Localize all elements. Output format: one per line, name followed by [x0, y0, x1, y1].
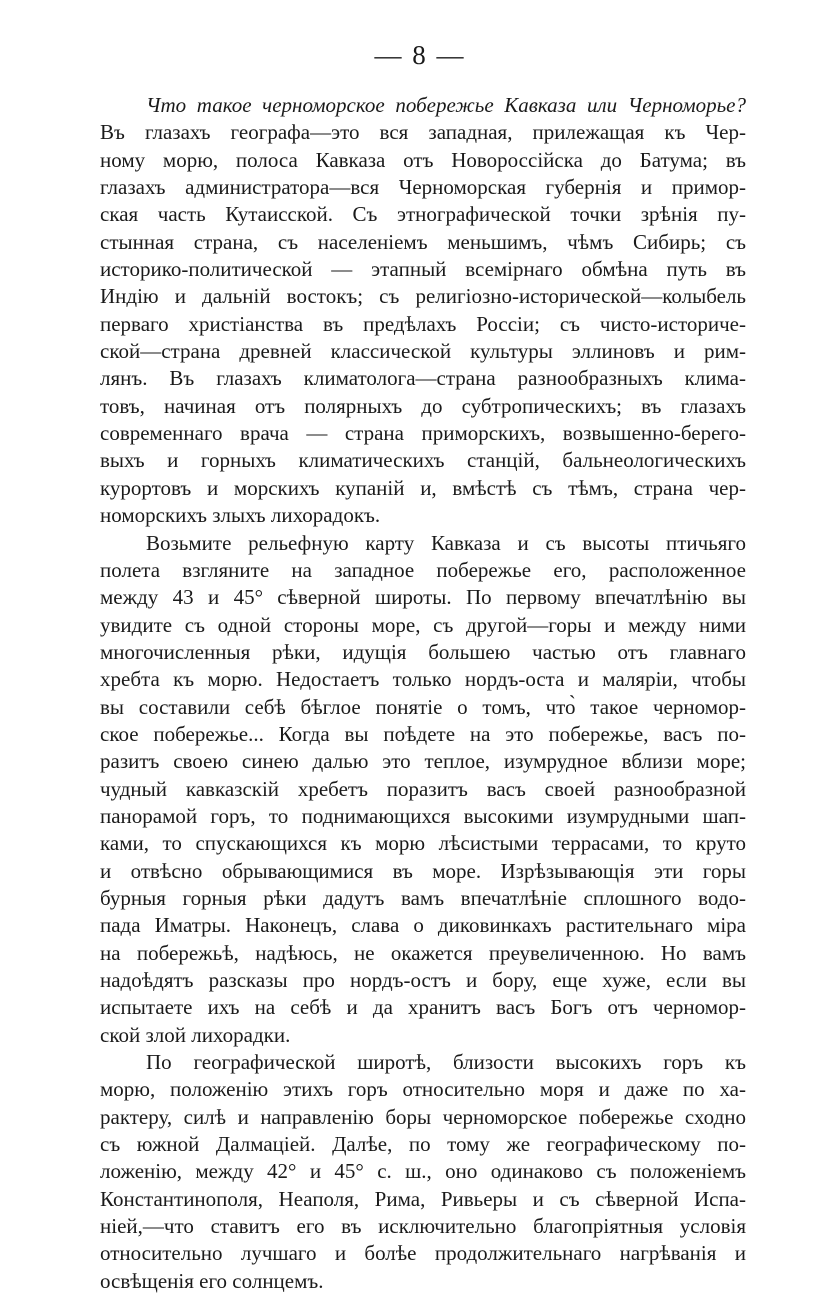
- text-line: вы составили себѣ бѣглое понятіе о томъ, что̀ такое черномор-: [100, 694, 746, 719]
- text-line: панорамой горъ, то поднимающихся высокими изумрудными шап-: [100, 803, 746, 828]
- text-line: чудный кавказскій хребетъ поразитъ васъ своей разнообразной: [100, 776, 746, 801]
- text-line: выхъ и горныхъ климатическихъ станцій, бальнеологическихъ: [100, 448, 746, 473]
- text-line: лянъ. Въ глазахъ климатолога—страна разнообразныхъ клима-: [100, 366, 746, 391]
- body-text: [100, 92, 746, 1295]
- text-line: современнаго врача — страна приморскихъ, возвышенно-берего-: [100, 421, 746, 446]
- text-line: ской злой лихорадки.: [100, 1022, 291, 1047]
- text-line: между 43 и 45° сѣверной широты. По первому впечатлѣнію вы: [100, 585, 746, 610]
- text-line: Возьмите рельефную карту Кавказа и съ высоты птичьяго: [146, 530, 746, 555]
- text-line: пада Иматры. Наконецъ, слава о диковинкахъ растительнаго міра: [100, 913, 746, 938]
- text-line: номорскихъ злыхъ лихорадокъ.: [100, 503, 381, 528]
- text-line: рактеру, силѣ и направленію боры черноморское побережье сходно: [100, 1104, 746, 1129]
- text-line: ками, то спускающихся къ морю лѣсистыми террасами, то круто: [100, 831, 746, 856]
- page-number: — 8 —: [374, 40, 466, 70]
- text-line: морю, положенію этихъ горъ относительно моря и даже по ха-: [100, 1077, 746, 1102]
- text-line: хребта къ морю. Недостаетъ только нордъ-оста и маляріи, чтобы: [100, 667, 746, 692]
- text-line-opening-question: Что такое черноморское побережье Кавказа или Черноморье?: [146, 93, 746, 117]
- text-line: бурныя горныя рѣки дадутъ вамъ впечатлѣніе сплошного водо-: [100, 885, 746, 910]
- text-line: ложенію, между 42° и 45° с. ш., оно одинаково съ положеніемъ: [100, 1159, 746, 1184]
- text-line: освѣщенія его солнцемъ.: [100, 1268, 324, 1293]
- text-line: историко-политической — этапный всемірнаго обмѣна путь въ: [100, 257, 746, 282]
- text-line: Константинополя, Неаполя, Рима, Ривьеры и съ сѣверной Испа-: [100, 1186, 746, 1211]
- text-line: полета взгляните на западное побережье его, расположенное: [100, 557, 746, 582]
- text-line: стынная страна, съ населеніемъ меньшимъ, чѣмъ Сибирь; съ: [100, 229, 746, 254]
- paragraph-3: [100, 1049, 746, 1295]
- text-line: надоѣдятъ разсказы про нордъ-остъ и бору, еще хуже, если вы: [100, 968, 746, 992]
- text-line: ская часть Кутаисской. Съ этнографической точки зрѣнія пу-: [100, 202, 746, 227]
- text-line: ской—страна древней классической культуры эллиновъ и рим-: [100, 339, 746, 364]
- text-line: многочисленныя рѣки, идущія большею частью отъ главнаго: [100, 639, 746, 664]
- paragraph-1: [100, 92, 746, 530]
- text-line: и отвѣсно обрывающимися въ море. Изрѣзывающія эти горы: [100, 858, 746, 883]
- text-line: глазахъ администратора—вся Черноморская губернія и примор-: [100, 175, 746, 200]
- text-line: на побережьѣ, надѣюсь, не окажется преувеличенною. Но вамъ: [100, 940, 746, 965]
- text-line: Индію и дальній востокъ; съ религіозно-исторической—колыбель: [100, 284, 746, 309]
- paragraph-2: [100, 530, 746, 1050]
- text-line: ному морю, полоса Кавказа отъ Новороссійска до Батума; въ: [100, 147, 746, 172]
- text-line: увидите съ одной стороны море, съ другой—горы и между ними: [100, 612, 746, 637]
- text-line: относительно лучшаго и болѣе продолжительнаго нагрѣванія и: [100, 1241, 746, 1266]
- text-line: По географической широтѣ, близости высокихъ горъ къ: [146, 1050, 746, 1075]
- text-line: товъ, начиная отъ полярныхъ до субтропическихъ; въ глазахъ: [100, 393, 746, 418]
- text-line: ское побережье... Когда вы поѣдете на это побережье, васъ по-: [100, 721, 746, 746]
- text-line: курортовъ и морскихъ купаній и, вмѣстѣ съ тѣмъ, страна чер-: [100, 475, 746, 500]
- text-line: съ южной Далмаціей. Далѣе, по тому же географическому по-: [100, 1132, 746, 1157]
- text-line: испытаете ихъ на себѣ и да хранитъ васъ Богъ отъ черномор-: [100, 995, 746, 1020]
- text-line: Въ глазахъ географа—это вся западная, прилежащая къ Чер-: [100, 120, 746, 145]
- text-line: перваго христіанства въ предѣлахъ Россіи; съ чисто-историче-: [100, 311, 746, 336]
- text-line: разитъ своею синею далью это теплое, изумрудное вблизи море;: [100, 749, 746, 774]
- text-line: ніей,—что ставитъ его въ исключительно благопріятныя условія: [100, 1214, 746, 1239]
